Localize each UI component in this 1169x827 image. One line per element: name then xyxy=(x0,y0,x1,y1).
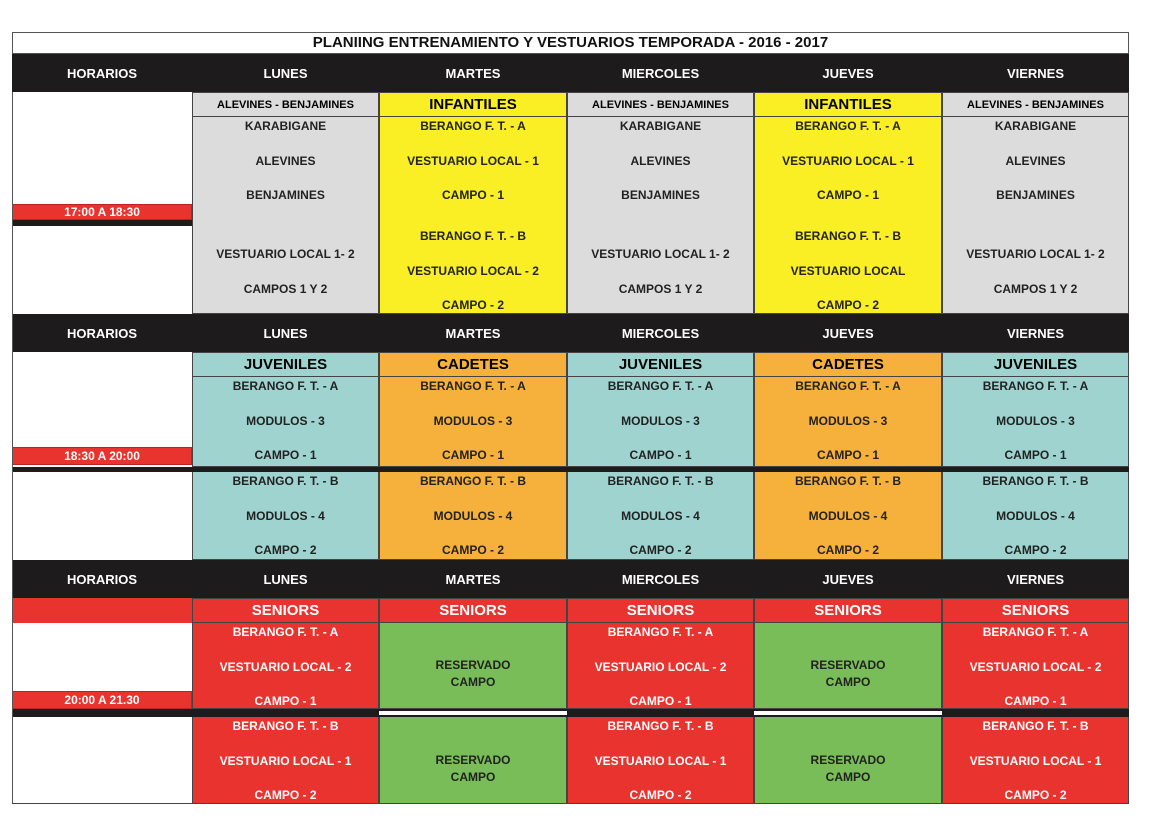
cell-line: BERANGO F. T. - A xyxy=(232,625,339,639)
cell-line: BENJAMINES xyxy=(621,188,700,202)
cell-line: BERANGO F. T. - A xyxy=(420,379,526,393)
cell-line: CAMPO - 1 xyxy=(629,448,692,462)
cell-line: CAMPO - 1 xyxy=(254,448,317,462)
header-block3-jueves: JUEVES xyxy=(754,560,942,598)
cell-line: MODULOS - 4 xyxy=(246,509,325,523)
cell-block2-top-day4 xyxy=(754,377,942,467)
cell-line: MODULOS - 4 xyxy=(996,509,1075,523)
header-block2-lunes: LUNES xyxy=(192,314,379,352)
cell-line: CAMPO - 2 xyxy=(1004,543,1067,557)
time-slot-block3: 20:00 A 21.30 xyxy=(12,691,192,709)
cell-block3-top-day3 xyxy=(567,623,754,709)
cell-line: MODULOS - 3 xyxy=(621,414,700,428)
cell-line: VESTUARIO LOCAL 1- 2 xyxy=(966,247,1105,261)
cell-block1-day1 xyxy=(192,117,379,314)
divider-bar xyxy=(379,709,567,717)
header-block2-miercoles: MIERCOLES xyxy=(567,314,754,352)
cell-line: VESTUARIO LOCAL - 1 xyxy=(969,754,1102,768)
cell-line: CAMPO - 1 xyxy=(1004,694,1067,708)
group-label-block1-day2: INFANTILES xyxy=(379,92,567,117)
header-block1-miercoles: MIERCOLES xyxy=(567,54,754,92)
cell-line: BERANGO F. T. - A xyxy=(982,379,1089,393)
cell-line: KARABIGANE xyxy=(244,119,327,133)
header-block3-horarios: HORARIOS xyxy=(12,560,192,598)
header-block2-horarios: HORARIOS xyxy=(12,314,192,352)
cell-line: MODULOS - 3 xyxy=(246,414,325,428)
cell-block1-day4 xyxy=(754,117,942,314)
divider-bar xyxy=(567,709,754,717)
header-block2-martes: MARTES xyxy=(379,314,567,352)
cell-line: CAMPO xyxy=(825,770,871,784)
cell-block3-top-day1 xyxy=(192,623,379,709)
cell-block2-bottom-day2 xyxy=(379,472,567,560)
cell-line: CAMPOS 1 Y 2 xyxy=(618,282,703,296)
cell-line: VESTUARIO LOCAL 1- 2 xyxy=(591,247,730,261)
group-label-block2-day4: CADETES xyxy=(754,352,942,377)
cell-line: RESERVADO xyxy=(435,753,511,767)
header-block3-viernes: VIERNES xyxy=(942,560,1129,598)
time-header-bar xyxy=(12,598,192,623)
cell-line: CAMPO xyxy=(450,675,496,689)
cell-line: BERANGO F. T. - B xyxy=(794,229,901,243)
bottom-border xyxy=(12,803,1129,804)
header-block1-lunes: LUNES xyxy=(192,54,379,92)
cell-line: CAMPO - 1 xyxy=(629,694,692,708)
divider-bar xyxy=(754,709,942,717)
cell-line: VESTUARIO LOCAL - 2 xyxy=(407,264,539,278)
cell-line: VESTUARIO LOCAL - 2 xyxy=(594,660,727,674)
header-block3-lunes: LUNES xyxy=(192,560,379,598)
cell-line: CAMPO - 1 xyxy=(816,448,879,462)
cell-line: ALEVINES xyxy=(630,154,691,168)
cell-line: VESTUARIO LOCAL - 1 xyxy=(782,154,914,168)
cell-line: BERANGO F. T. - A xyxy=(607,379,714,393)
cell-line: VESTUARIO LOCAL - 2 xyxy=(969,660,1102,674)
cell-line: CAMPO - 2 xyxy=(1004,788,1067,802)
cell-line: CAMPO - 2 xyxy=(816,298,879,312)
cell-line: BERANGO F. T. - B xyxy=(607,474,714,488)
cell-line: MODULOS - 3 xyxy=(808,414,888,428)
time-slot-block1: 17:00 A 18:30 xyxy=(12,204,192,220)
cell-line: MODULOS - 4 xyxy=(621,509,700,523)
cell-line: CAMPO - 1 xyxy=(441,188,504,202)
group-label-block1-day1: ALEVINES - BENJAMINES xyxy=(192,92,379,117)
cell-line: BERANGO F. T. - B xyxy=(419,229,526,243)
cell-block3-bottom-day4 xyxy=(754,717,942,804)
cell-line: VESTUARIO LOCAL 1- 2 xyxy=(216,247,355,261)
group-label-block3-day4: SENIORS xyxy=(754,598,942,623)
cell-line: BERANGO F. T. - B xyxy=(419,474,526,488)
header-block3-martes: MARTES xyxy=(379,560,567,598)
cell-line: CAMPO xyxy=(825,675,871,689)
cell-line: MODULOS - 4 xyxy=(433,509,513,523)
cell-line: CAMPO - 2 xyxy=(629,788,692,802)
group-label-block3-day1: SENIORS xyxy=(192,598,379,623)
cell-line: CAMPO - 2 xyxy=(254,543,317,557)
cell-line: RESERVADO xyxy=(810,753,886,767)
cell-line: BERANGO F. T. - B xyxy=(794,474,901,488)
header-block1-viernes: VIERNES xyxy=(942,54,1129,92)
cell-line: VESTUARIO LOCAL xyxy=(790,264,906,278)
cell-line: BERANGO F. T. - B xyxy=(982,474,1089,488)
group-label-block1-day5: ALEVINES - BENJAMINES xyxy=(942,92,1129,117)
header-block1-horarios: HORARIOS xyxy=(12,54,192,92)
group-label-block1-day4: INFANTILES xyxy=(754,92,942,117)
schedule-sheet xyxy=(12,32,1129,804)
reserved-text xyxy=(380,752,566,786)
cell-block1-day2 xyxy=(379,117,567,314)
cell-line: CAMPO xyxy=(450,770,496,784)
cell-block3-top-day5 xyxy=(942,623,1129,709)
cell-line: KARABIGANE xyxy=(619,119,702,133)
cell-line: BERANGO F. T. - A xyxy=(420,119,526,133)
cell-block2-top-day1 xyxy=(192,377,379,467)
cell-line: BERANGO F. T. - A xyxy=(232,379,339,393)
header-block3-miercoles: MIERCOLES xyxy=(567,560,754,598)
cell-line: CAMPOS 1 Y 2 xyxy=(993,282,1078,296)
cell-block2-top-day5 xyxy=(942,377,1129,467)
cell-line: BERANGO F. T. - B xyxy=(607,719,714,733)
header-block2-viernes: VIERNES xyxy=(942,314,1129,352)
group-label-block1-day3: ALEVINES - BENJAMINES xyxy=(567,92,754,117)
cell-line: MODULOS - 3 xyxy=(433,414,513,428)
group-label-block2-day2: CADETES xyxy=(379,352,567,377)
page-title: PLANIING ENTRENAMIENTO Y VESTUARIOS TEMPORADA - 2016 - 2017 xyxy=(12,32,1129,54)
cell-block1-day5 xyxy=(942,117,1129,314)
cell-line: RESERVADO xyxy=(435,658,511,672)
cell-block3-bottom-day2 xyxy=(379,717,567,804)
cell-block3-bottom-day5 xyxy=(942,717,1129,804)
divider-bar xyxy=(942,709,1129,717)
cell-line: CAMPO - 2 xyxy=(254,788,317,802)
divider-bar xyxy=(12,467,1129,472)
cell-line: BENJAMINES xyxy=(246,188,325,202)
cell-line: KARABIGANE xyxy=(994,119,1077,133)
cell-block3-top-day4 xyxy=(754,623,942,709)
cell-line: BERANGO F. T. - A xyxy=(982,625,1089,639)
cell-line: CAMPO - 1 xyxy=(816,188,879,202)
cell-block3-bottom-day1 xyxy=(192,717,379,804)
header-block2-jueves: JUEVES xyxy=(754,314,942,352)
cell-line: MODULOS - 4 xyxy=(808,509,888,523)
group-label-block3-day2: SENIORS xyxy=(379,598,567,623)
cell-line: CAMPO - 2 xyxy=(816,543,879,557)
cell-line: VESTUARIO LOCAL - 1 xyxy=(407,154,539,168)
cell-block1-day3 xyxy=(567,117,754,314)
group-label-block2-day3: JUVENILES xyxy=(567,352,754,377)
cell-line: BERANGO F. T. - A xyxy=(607,625,714,639)
cell-line: RESERVADO xyxy=(810,658,886,672)
cell-block2-top-day2 xyxy=(379,377,567,467)
reserved-text xyxy=(380,657,566,691)
cell-line: CAMPOS 1 Y 2 xyxy=(243,282,328,296)
header-block1-jueves: JUEVES xyxy=(754,54,942,92)
cell-line: CAMPO - 2 xyxy=(441,298,504,312)
group-label-block3-day3: SENIORS xyxy=(567,598,754,623)
cell-line: MODULOS - 3 xyxy=(996,414,1075,428)
cell-line: CAMPO - 2 xyxy=(629,543,692,557)
cell-line: BENJAMINES xyxy=(996,188,1075,202)
divider-bar xyxy=(12,709,192,717)
cell-line: CAMPO - 1 xyxy=(1004,448,1067,462)
cell-line: ALEVINES xyxy=(1005,154,1066,168)
left-border xyxy=(12,92,13,804)
cell-block2-bottom-day4 xyxy=(754,472,942,560)
cell-block2-bottom-day5 xyxy=(942,472,1129,560)
cell-line: VESTUARIO LOCAL - 2 xyxy=(219,660,352,674)
cell-line: BERANGO F. T. - B xyxy=(232,719,339,733)
group-label-block2-day5: JUVENILES xyxy=(942,352,1129,377)
time-slot-block2: 18:30 A 20:00 xyxy=(12,447,192,465)
cell-block3-bottom-day3 xyxy=(567,717,754,804)
cell-block3-top-day2 xyxy=(379,623,567,709)
divider-bar xyxy=(192,709,379,717)
reserved-text xyxy=(755,752,941,786)
cell-line: BERANGO F. T. - B xyxy=(232,474,339,488)
cell-line: CAMPO - 1 xyxy=(254,694,317,708)
cell-line: BERANGO F. T. - B xyxy=(982,719,1089,733)
cell-line: VESTUARIO LOCAL - 1 xyxy=(594,754,727,768)
cell-line: CAMPO - 1 xyxy=(441,448,504,462)
cell-block2-bottom-day3 xyxy=(567,472,754,560)
cell-line: ALEVINES xyxy=(255,154,316,168)
group-label-block2-day1: JUVENILES xyxy=(192,352,379,377)
group-label-block3-day5: SENIORS xyxy=(942,598,1129,623)
cell-line: BERANGO F. T. - A xyxy=(795,379,901,393)
reserved-text xyxy=(755,657,941,691)
cell-block2-bottom-day1 xyxy=(192,472,379,560)
cell-line: CAMPO - 2 xyxy=(441,543,504,557)
cell-line: BERANGO F. T. - A xyxy=(795,119,901,133)
header-block1-martes: MARTES xyxy=(379,54,567,92)
cell-line: VESTUARIO LOCAL - 1 xyxy=(219,754,352,768)
cell-block2-top-day3 xyxy=(567,377,754,467)
divider-bar xyxy=(12,220,192,226)
